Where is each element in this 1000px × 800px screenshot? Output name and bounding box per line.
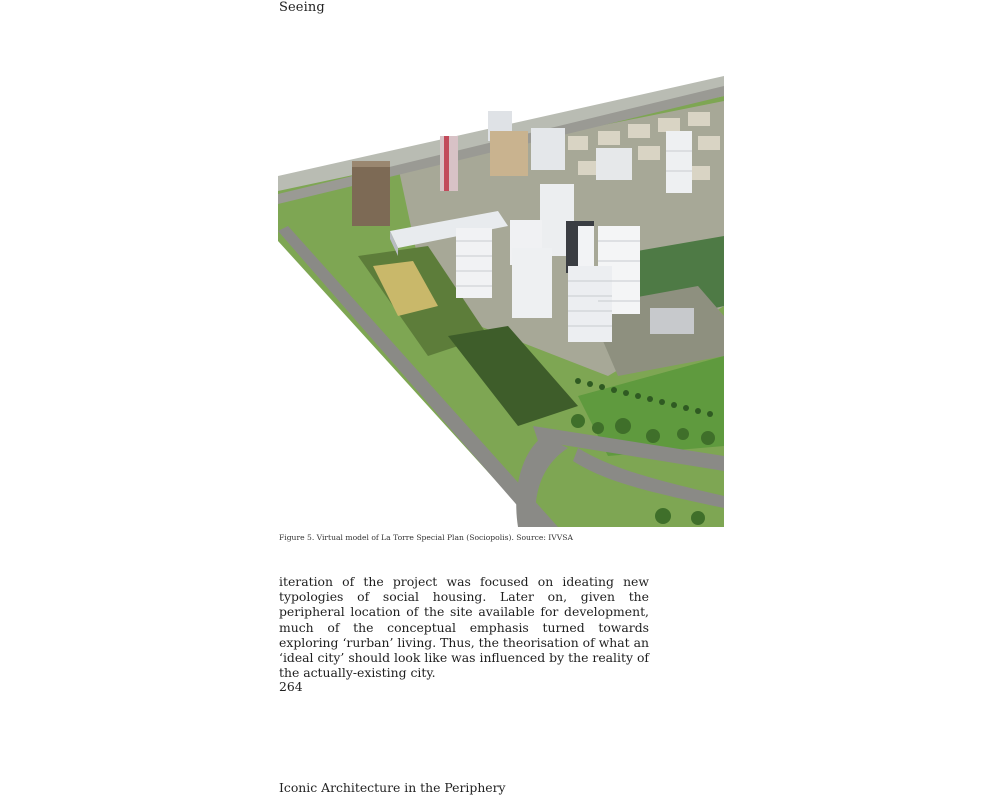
page-number: 264 (279, 679, 303, 694)
paragraph: iteration of the project was focused on ideating new typologies of social housing. Later on, given the peripheral location of the site available for development, much of the conceptual emphasis turned towards exploring ‘rurban’ living. Thus, the theorisation of what an ‘ideal city’ should look like was influenced by the reality of the actually-existing city. (279, 574, 649, 681)
running-footer: Iconic Architecture in the Periphery (279, 780, 506, 795)
figure-image-sociopolis-model (278, 76, 724, 527)
running-head: Seeing (279, 0, 325, 15)
figure-caption: Figure 5. Virtual model of La Torre Special Plan (Sociopolis). Source: IVVSA (279, 533, 573, 542)
body-text (279, 574, 649, 680)
